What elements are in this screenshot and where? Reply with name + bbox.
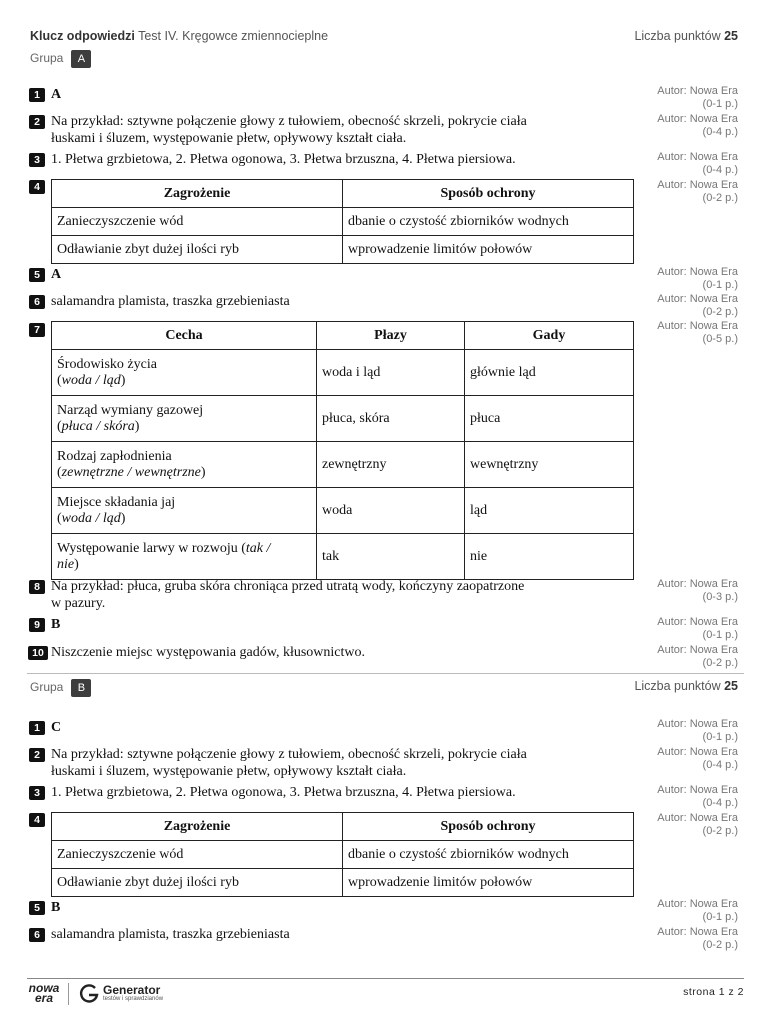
author-info: Autor: Nowa Era (0-4 p.) xyxy=(657,746,738,771)
question-number: 4 xyxy=(29,180,45,194)
author-info: Autor: Nowa Era (0-4 p.) xyxy=(657,113,738,138)
answer-text: salamandra plamista, traszka grzebieniasta xyxy=(51,927,290,942)
group-a-badge: A xyxy=(71,50,91,68)
nowa-era-logo: nowa era xyxy=(28,981,60,1005)
author-info: Autor: Nowa Era (0-2 p.) xyxy=(657,926,738,951)
author-info: Autor: Nowa Era (0-1 p.) xyxy=(657,266,738,291)
answer-text: C xyxy=(51,720,62,735)
question-number: 6 xyxy=(29,295,45,309)
question-number: 3 xyxy=(29,153,45,167)
answer-text: Na przykład: sztywne połączenie głowy z tułowiem, obecność skrzeli, pokrycie ciała łuskami i śluzem, występowanie płetw, opływowy kształt ciała. xyxy=(51,114,527,146)
author-info: Autor: Nowa Era (0-1 p.) xyxy=(657,718,738,743)
question-number: 2 xyxy=(29,115,45,129)
author-info: Autor: Nowa Era (0-3 p.) xyxy=(657,578,738,603)
question-number: 7 xyxy=(29,323,45,337)
author-info: Autor: Nowa Era (0-4 p.) xyxy=(657,784,738,809)
author-info: Autor: Nowa Era (0-2 p.) xyxy=(657,644,738,669)
author-info: Autor: Nowa Era (0-2 p.) xyxy=(657,179,738,204)
points-total-b: Liczba punktów 25 xyxy=(634,679,738,693)
question-number: 1 xyxy=(29,721,45,735)
author-info: Autor: Nowa Era (0-4 p.) xyxy=(657,151,738,176)
answer-text: 1. Płetwa grzbietowa, 2. Płetwa ogonowa, 3. Płetwa brzuszna, 4. Płetwa piersiowa. xyxy=(51,785,516,800)
footer-divider xyxy=(27,978,744,979)
threats-table: Zagrożenie Sposób ochrony Zanieczyszczenie wód dbanie o czystość zbiorników wodnych Odławianie zbyt dużej ilości ryb wprowadzenie limitów połowów xyxy=(51,179,634,264)
question-number: 5 xyxy=(29,268,45,282)
answer-text: B xyxy=(51,617,61,632)
author-info: Autor: Nowa Era (0-2 p.) xyxy=(657,812,738,837)
question-number: 8 xyxy=(29,580,45,594)
group-b-header: Grupa B xyxy=(30,678,91,697)
points-total: Liczba punktów 25 xyxy=(634,29,738,43)
author-info: Autor: Nowa Era (0-5 p.) xyxy=(657,320,738,345)
answer-text: Niszczenie miejsc występowania gadów, kłusownictwo. xyxy=(51,645,366,660)
group-divider xyxy=(27,673,744,674)
group-b-badge: B xyxy=(71,679,91,697)
author-info: Autor: Nowa Era (0-1 p.) xyxy=(657,85,738,110)
page-number: strona 1 z 2 xyxy=(683,986,744,998)
question-number: 9 xyxy=(29,618,45,632)
group-a-header: Grupa A xyxy=(30,49,91,68)
document-title: Klucz odpowiedzi Test IV. Kręgowce zmiennocieplne xyxy=(30,29,329,43)
answer-text: Na przykład: sztywne połączenie głowy z tułowiem, obecność skrzeli, pokrycie ciała łuskami i śluzem, występowanie płetw, opływowy kształt ciała. xyxy=(51,747,527,779)
answer-text: B xyxy=(51,900,61,915)
question-number: 10 xyxy=(28,646,48,660)
answer-text: 1. Płetwa grzbietowa, 2. Płetwa ogonowa, 3. Płetwa brzuszna, 4. Płetwa piersiowa. xyxy=(51,152,516,167)
question-number: 6 xyxy=(29,928,45,942)
question-number: 4 xyxy=(29,813,45,827)
answer-text: A xyxy=(51,87,62,102)
author-info: Autor: Nowa Era (0-1 p.) xyxy=(657,898,738,923)
question-number: 3 xyxy=(29,786,45,800)
question-number: 1 xyxy=(29,88,45,102)
answer-text: salamandra plamista, traszka grzebieniasta xyxy=(51,294,290,309)
logo-separator xyxy=(68,983,69,1005)
threats-table-b: Zagrożenie Sposób ochrony Zanieczyszczenie wód dbanie o czystość zbiorników wodnych Odławianie zbyt dużej ilości ryb wprowadzenie limitów połowów xyxy=(51,812,634,897)
author-info: Autor: Nowa Era (0-2 p.) xyxy=(657,293,738,318)
question-number: 5 xyxy=(29,901,45,915)
answer-text: Na przykład: płuca, gruba skóra chroniąca przed utratą wody, kończyny zaopatrzone w pazury. xyxy=(51,579,525,611)
answer-text: A xyxy=(51,267,62,282)
question-number: 2 xyxy=(29,748,45,762)
generator-g-icon xyxy=(78,983,100,1005)
traits-table: Cecha Płazy Gady Środowisko życia (woda / ląd) woda i ląd głównie ląd Narząd wymiany gazowej (płuca / skóra) płuca, skóra płuca Rodzaj zapłodnienia (zewnętrzne / wewnętrzne) zewnętrzny wewnętrzny Miejsce składania jaj (woda / ląd) woda ląd Występowanie larwy w rozwoju (tak / nie) tak nie xyxy=(51,321,634,580)
author-info: Autor: Nowa Era (0-1 p.) xyxy=(657,616,738,641)
